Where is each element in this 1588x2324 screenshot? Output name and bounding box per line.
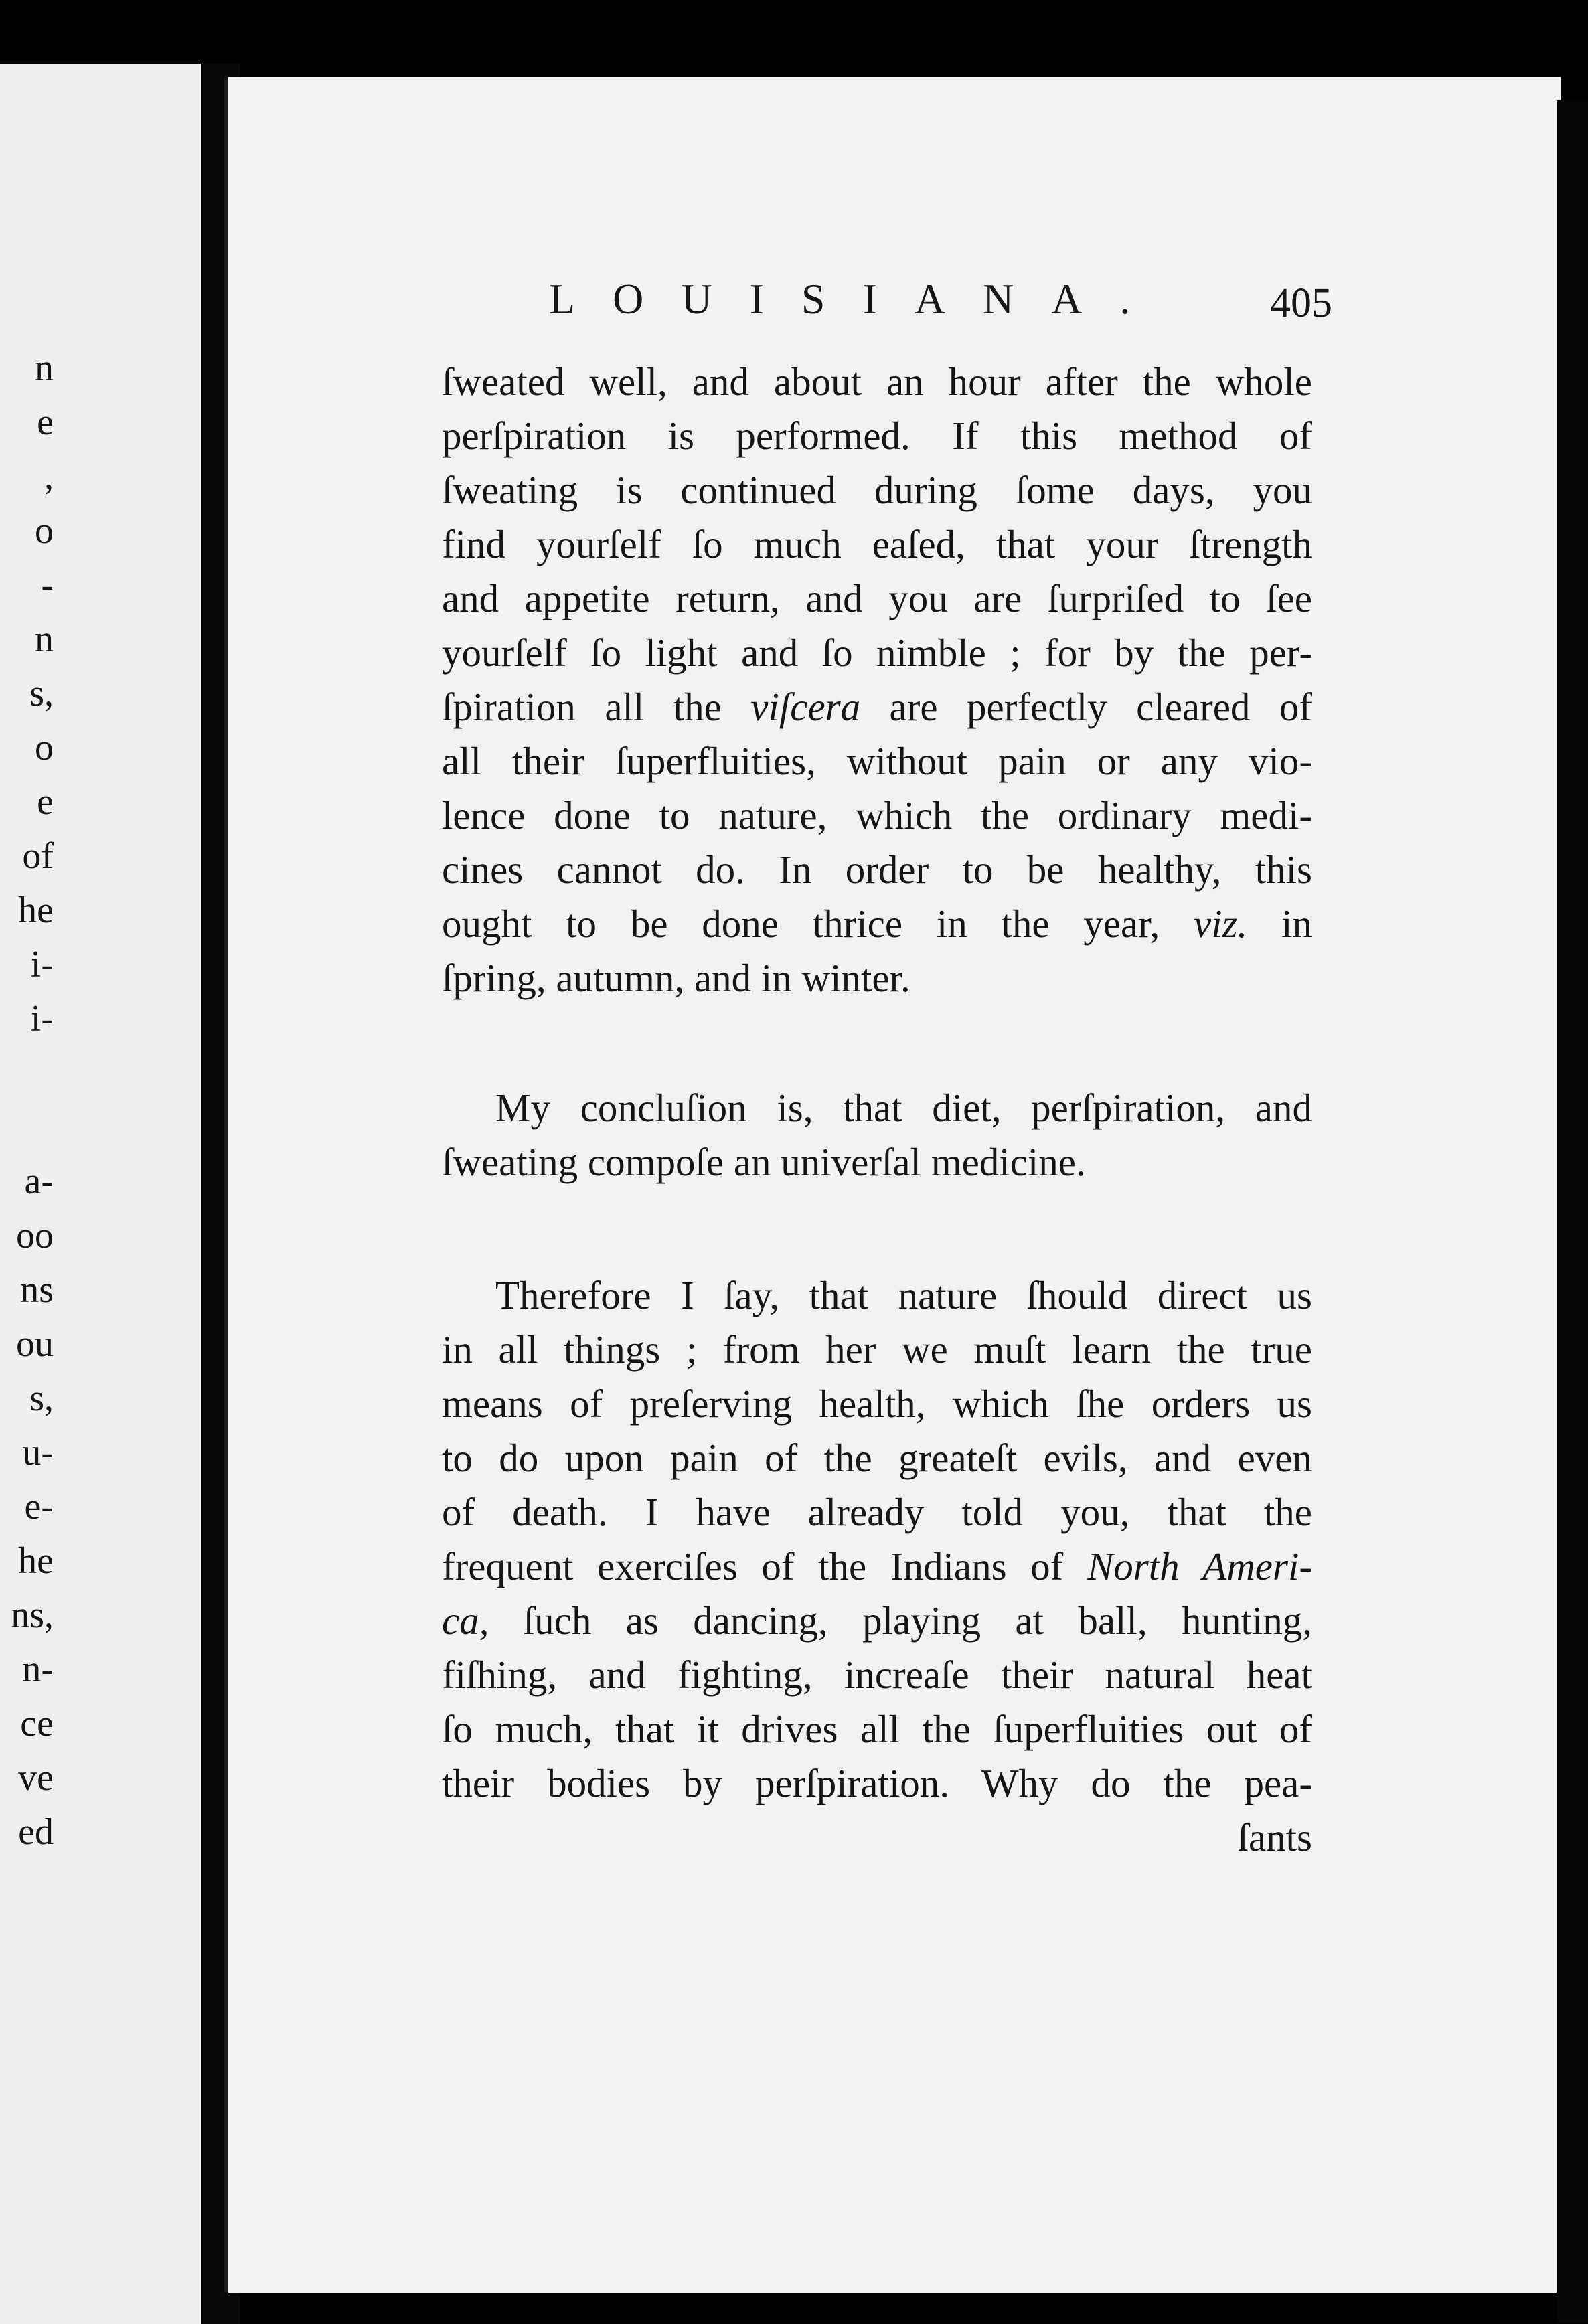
text-line [442,626,1312,680]
italic-text: viz. [1194,902,1248,946]
text-line [442,788,1312,843]
text-line [442,1485,1312,1540]
line-text: means of preſerving health, which ſhe orders us [442,1382,1312,1426]
left-fragment: he [18,890,54,931]
line-text: ſpiration all the [442,685,751,729]
left-fragment: s, [29,673,54,714]
left-fragment: ce [20,1703,54,1744]
text-line [442,1648,1312,1702]
left-fragment: ns, [11,1594,54,1636]
left-fragment: u- [22,1432,54,1473]
line-text: ſuch as dancing, playing at ball, hunting, [489,1598,1312,1643]
page-number: 405 [1270,280,1332,326]
line-text: to do upon pain of the greateſt evils, and even [442,1436,1312,1480]
line-text: My concluſion is, that diet, perſpiration, and [495,1086,1312,1130]
left-fragment: ed [18,1811,54,1853]
left-fragment [0,1046,54,1100]
line-text: find yourſelf ſo much eaſed, that your ſtrength [442,522,1312,566]
italic-text: viſcera [750,685,861,729]
left-fragment: s, [29,1378,54,1419]
page-edge-shadow [1557,100,1588,2323]
text-line [442,1594,1312,1648]
left-fragment: o [35,510,54,552]
text-line [442,572,1312,626]
text-line [442,843,1312,897]
line-text: Therefore I ſay, that nature ſhould direct us [495,1273,1312,1317]
text-line [442,897,1312,951]
line-text: ſo much, that it drives all the ſuperfluities out of [442,1707,1312,1751]
paragraph-1 [442,355,1312,1005]
line-text: ought to be done thrice in the year, [442,902,1194,946]
left-fragment: ou [16,1323,54,1365]
line-text: fiſhing, and fighting, increaſe their natural heat [442,1653,1312,1697]
catchword: ſants [1237,1815,1312,1859]
left-fragment: i- [30,944,54,985]
text-line [442,734,1312,788]
text-line [442,463,1312,517]
left-fragment: a- [24,1161,54,1202]
left-fragment: o [35,727,54,768]
text-line [442,1135,1312,1189]
left-fragment: , [44,456,54,497]
left-fragment: n [35,618,54,660]
left-fragment: i- [30,998,54,1040]
left-fragment: of [22,835,54,877]
left-fragment [0,1100,54,1155]
paragraph-3 [442,1268,1312,1811]
left-fragment: he [18,1540,54,1582]
text-line [442,1268,1312,1323]
previous-page-text-fragments [0,341,54,1859]
line-text: ſweating is continued during ſome days, you [442,468,1312,512]
line-text: all their ſuperfluities, without pain or any vio- [442,739,1312,783]
text-line [442,1540,1312,1594]
text-line [442,680,1312,734]
page-header [549,274,1332,335]
left-fragment: e [37,781,54,823]
left-fragment: n [35,347,54,389]
line-text: of death. I have already told you, that the [442,1490,1312,1534]
line-text: ſweated well, and about an hour after the whole [442,359,1312,404]
left-fragment: e [37,402,54,443]
text-line [442,517,1312,572]
line-text: yourſelf ſo light and ſo nimble ; for by the per- [442,631,1312,675]
line-text: ſweating compoſe an univerſal medicine. [442,1140,1086,1184]
line-text: perſpiration is performed. If this method of [442,414,1312,458]
text-line [442,1702,1312,1756]
left-fragment: e- [24,1486,54,1527]
italic-text: North Ameri- [1087,1544,1312,1588]
left-fragment: - [41,564,54,606]
line-text: ſpring, autumn, and in winter. [442,956,910,1000]
running-title: LOUISIANA. [549,275,1168,323]
line-text: cines cannot do. In order to be healthy, this [442,847,1312,892]
text-line [442,1081,1312,1135]
catchword-block [442,1811,1312,1865]
text-line [442,355,1312,409]
line-text: in [1247,902,1312,946]
line-text: frequent exerciſes of the Indians of [442,1544,1087,1588]
text-line [442,1323,1312,1377]
italic-text: ca, [442,1598,489,1643]
line-text: their bodies by perſpiration. Why do the pea- [442,1761,1312,1805]
left-fragment: ve [18,1757,54,1799]
left-fragment: n- [22,1649,54,1690]
left-fragment: oo [16,1215,54,1256]
left-fragment: ns [20,1269,54,1311]
paragraph-2 [442,1081,1312,1189]
text-line [442,1431,1312,1485]
text-line [442,951,1312,1005]
line-text: lence done to nature, which the ordinary medi- [442,793,1312,837]
text-line [442,1756,1312,1811]
text-line [442,409,1312,463]
text-line [442,1377,1312,1431]
line-text: in all things ; from her we muſt learn the true [442,1327,1312,1372]
line-text: are perfectly cleared of [860,685,1312,729]
line-text: and appetite return, and you are ſurpriſed to ſee [442,576,1312,620]
